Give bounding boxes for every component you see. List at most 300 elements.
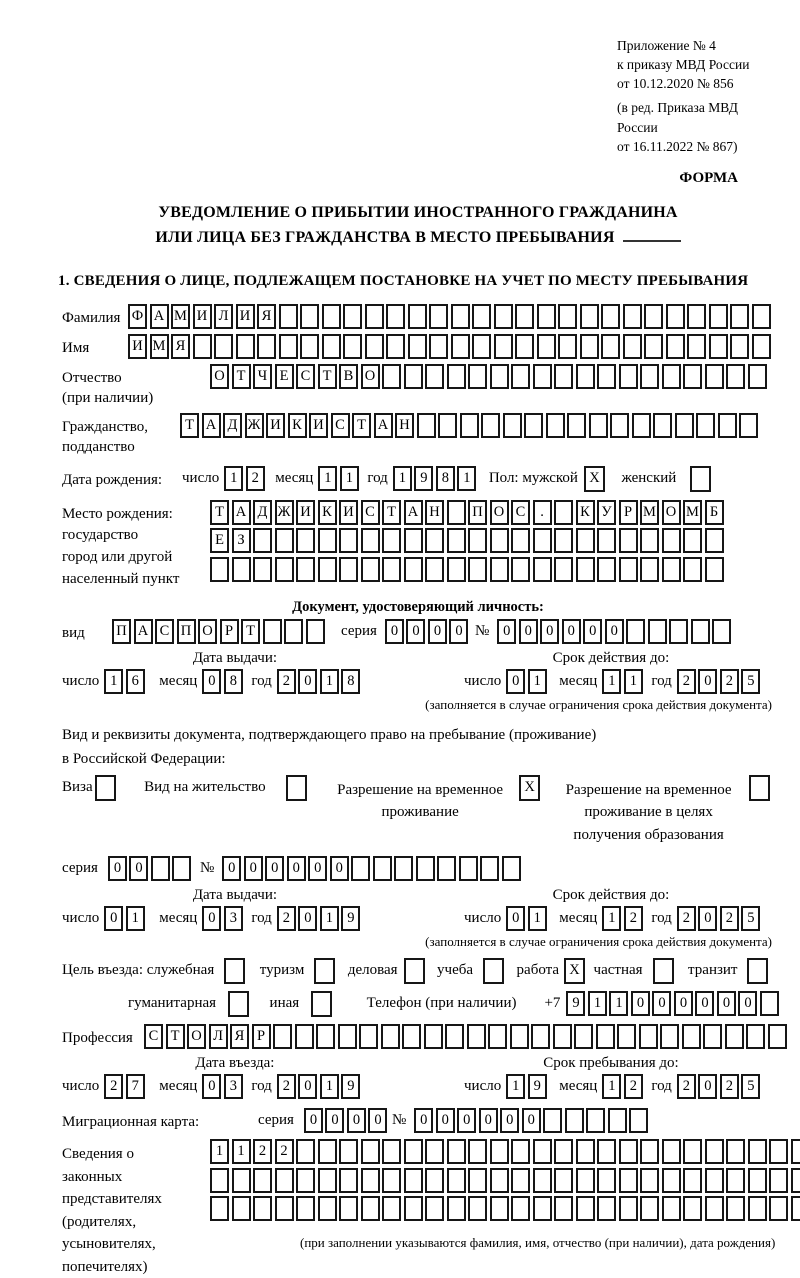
char-cell[interactable] — [295, 1024, 314, 1049]
char-cell[interactable] — [490, 528, 509, 553]
purpose-humanitarian-checkbox[interactable] — [228, 991, 252, 1017]
char-cell[interactable] — [709, 304, 728, 329]
char-cell[interactable]: 0 — [347, 1108, 366, 1133]
char-cell[interactable] — [705, 528, 724, 553]
char-cell[interactable] — [669, 619, 688, 644]
char-cell[interactable] — [576, 364, 595, 389]
char-cell[interactable] — [275, 528, 294, 553]
char-cell[interactable]: 0 — [698, 669, 717, 694]
char-cell[interactable]: 0 — [519, 619, 538, 644]
char-cell[interactable] — [193, 334, 212, 359]
char-cell[interactable]: 2 — [253, 1139, 272, 1164]
char-cell[interactable]: А — [404, 500, 423, 525]
char-cell[interactable] — [425, 1139, 444, 1164]
char-cell[interactable]: Т — [210, 500, 229, 525]
char-cell[interactable]: 1 — [210, 1139, 229, 1164]
char-cell[interactable]: Ж — [245, 413, 264, 438]
char-cell[interactable] — [382, 364, 401, 389]
char-cell[interactable] — [382, 1168, 401, 1193]
stay-month-cells[interactable] — [602, 1074, 645, 1099]
char-cell[interactable] — [623, 304, 642, 329]
char-cell[interactable] — [626, 619, 645, 644]
purpose-tourism-checkbox[interactable] — [314, 958, 338, 984]
char-cell[interactable] — [481, 413, 500, 438]
issue-month-cells[interactable] — [202, 669, 245, 694]
char-cell[interactable] — [576, 557, 595, 582]
char-cell[interactable] — [490, 1139, 509, 1164]
permit-valid-day-cells[interactable] — [506, 906, 549, 931]
char-cell[interactable] — [351, 856, 370, 881]
char-cell[interactable] — [705, 1168, 724, 1193]
char-cell[interactable] — [451, 334, 470, 359]
char-cell[interactable] — [257, 334, 276, 359]
char-cell[interactable]: 0 — [674, 991, 693, 1016]
char-cell[interactable] — [730, 334, 749, 359]
char-cell[interactable] — [253, 528, 272, 553]
char-cell[interactable] — [95, 775, 116, 801]
char-cell[interactable] — [322, 304, 341, 329]
char-cell[interactable]: 1 — [224, 466, 243, 491]
residence-permit-checkbox[interactable] — [286, 775, 310, 801]
char-cell[interactable]: 1 — [528, 906, 547, 931]
char-cell[interactable] — [576, 1139, 595, 1164]
char-cell[interactable] — [543, 1108, 562, 1133]
char-cell[interactable] — [502, 856, 521, 881]
char-cell[interactable] — [468, 1168, 487, 1193]
char-cell[interactable]: 1 — [602, 669, 621, 694]
char-cell[interactable] — [760, 991, 779, 1016]
char-cell[interactable]: Н — [425, 500, 444, 525]
char-cell[interactable] — [279, 304, 298, 329]
char-cell[interactable]: 2 — [277, 906, 296, 931]
char-cell[interactable]: А — [232, 500, 251, 525]
char-cell[interactable] — [447, 528, 466, 553]
char-cell[interactable] — [640, 1196, 659, 1221]
char-cell[interactable] — [619, 1168, 638, 1193]
char-cell[interactable] — [408, 334, 427, 359]
char-cell[interactable]: Т — [352, 413, 371, 438]
char-cell[interactable]: 1 — [588, 991, 607, 1016]
doc-kind-cells[interactable] — [112, 619, 327, 644]
char-cell[interactable] — [683, 528, 702, 553]
char-cell[interactable] — [210, 1168, 229, 1193]
char-cell[interactable]: 7 — [126, 1074, 145, 1099]
char-cell[interactable] — [494, 334, 513, 359]
char-cell[interactable]: 0 — [304, 1108, 323, 1133]
char-cell[interactable] — [296, 1139, 315, 1164]
char-cell[interactable]: Ф — [128, 304, 147, 329]
char-cell[interactable] — [597, 528, 616, 553]
char-cell[interactable] — [339, 1139, 358, 1164]
name-cells[interactable] — [128, 334, 773, 359]
char-cell[interactable]: Т — [180, 413, 199, 438]
char-cell[interactable] — [662, 1168, 681, 1193]
char-cell[interactable] — [490, 364, 509, 389]
char-cell[interactable] — [472, 304, 491, 329]
char-cell[interactable]: О — [198, 619, 217, 644]
char-cell[interactable] — [683, 364, 702, 389]
char-cell[interactable] — [296, 528, 315, 553]
char-cell[interactable] — [408, 304, 427, 329]
char-cell[interactable] — [300, 304, 319, 329]
char-cell[interactable]: 1 — [506, 1074, 525, 1099]
char-cell[interactable] — [339, 1196, 358, 1221]
char-cell[interactable]: 2 — [104, 1074, 123, 1099]
char-cell[interactable]: М — [640, 500, 659, 525]
char-cell[interactable] — [565, 1108, 584, 1133]
char-cell[interactable]: X — [584, 466, 605, 492]
char-cell[interactable]: 0 — [308, 856, 327, 881]
char-cell[interactable]: Ж — [275, 500, 294, 525]
char-cell[interactable] — [253, 557, 272, 582]
char-cell[interactable] — [533, 1139, 552, 1164]
char-cell[interactable] — [515, 304, 534, 329]
char-cell[interactable]: 9 — [414, 466, 433, 491]
char-cell[interactable]: 9 — [341, 1074, 360, 1099]
char-cell[interactable]: . — [533, 500, 552, 525]
char-cell[interactable] — [318, 1139, 337, 1164]
char-cell[interactable] — [404, 528, 423, 553]
char-cell[interactable] — [316, 1024, 335, 1049]
char-cell[interactable]: А — [374, 413, 393, 438]
char-cell[interactable] — [554, 364, 573, 389]
char-cell[interactable] — [416, 856, 435, 881]
char-cell[interactable] — [644, 304, 663, 329]
char-cell[interactable] — [381, 1024, 400, 1049]
char-cell[interactable]: 0 — [414, 1108, 433, 1133]
char-cell[interactable]: 1 — [602, 906, 621, 931]
char-cell[interactable]: 2 — [720, 1074, 739, 1099]
char-cell[interactable]: П — [112, 619, 131, 644]
char-cell[interactable] — [306, 619, 325, 644]
char-cell[interactable] — [361, 1168, 380, 1193]
surname-cells[interactable] — [128, 304, 773, 329]
char-cell[interactable] — [451, 304, 470, 329]
phone-cells[interactable] — [566, 991, 781, 1016]
representatives-row1-cells[interactable] — [210, 1139, 800, 1164]
char-cell[interactable] — [232, 557, 251, 582]
char-cell[interactable] — [445, 1024, 464, 1049]
char-cell[interactable]: 1 — [104, 669, 123, 694]
char-cell[interactable]: С — [511, 500, 530, 525]
char-cell[interactable] — [365, 304, 384, 329]
char-cell[interactable]: О — [187, 1024, 206, 1049]
char-cell[interactable]: 2 — [275, 1139, 294, 1164]
char-cell[interactable] — [425, 528, 444, 553]
char-cell[interactable]: 0 — [583, 619, 602, 644]
char-cell[interactable]: С — [144, 1024, 163, 1049]
char-cell[interactable]: 2 — [277, 1074, 296, 1099]
char-cell[interactable]: 0 — [202, 906, 221, 931]
char-cell[interactable] — [683, 1139, 702, 1164]
char-cell[interactable] — [619, 364, 638, 389]
char-cell[interactable]: И — [339, 500, 358, 525]
char-cell[interactable] — [619, 1196, 638, 1221]
char-cell[interactable] — [425, 1196, 444, 1221]
permit-issue-day-cells[interactable] — [104, 906, 147, 931]
entry-day-cells[interactable] — [104, 1074, 147, 1099]
char-cell[interactable]: 9 — [341, 906, 360, 931]
char-cell[interactable] — [608, 1108, 627, 1133]
char-cell[interactable] — [533, 364, 552, 389]
char-cell[interactable] — [515, 334, 534, 359]
stay-year-cells[interactable] — [677, 1074, 763, 1099]
char-cell[interactable] — [662, 557, 681, 582]
char-cell[interactable] — [589, 413, 608, 438]
char-cell[interactable] — [586, 1108, 605, 1133]
char-cell[interactable]: П — [468, 500, 487, 525]
char-cell[interactable] — [791, 1196, 800, 1221]
char-cell[interactable]: В — [339, 364, 358, 389]
char-cell[interactable] — [653, 413, 672, 438]
char-cell[interactable] — [726, 364, 745, 389]
char-cell[interactable] — [511, 1168, 530, 1193]
char-cell[interactable] — [725, 1024, 744, 1049]
char-cell[interactable] — [404, 1168, 423, 1193]
char-cell[interactable]: 0 — [738, 991, 757, 1016]
doc-number-cells[interactable] — [497, 619, 734, 644]
char-cell[interactable] — [653, 958, 674, 984]
valid-year-cells[interactable] — [677, 669, 763, 694]
issue-day-cells[interactable] — [104, 669, 147, 694]
birthplace-row2-cells[interactable] — [210, 528, 726, 553]
char-cell[interactable] — [619, 1139, 638, 1164]
char-cell[interactable] — [576, 1168, 595, 1193]
char-cell[interactable]: М — [150, 334, 169, 359]
char-cell[interactable] — [546, 413, 565, 438]
char-cell[interactable]: 0 — [265, 856, 284, 881]
char-cell[interactable]: 8 — [341, 669, 360, 694]
char-cell[interactable] — [752, 334, 771, 359]
char-cell[interactable]: 0 — [479, 1108, 498, 1133]
char-cell[interactable]: 8 — [436, 466, 455, 491]
char-cell[interactable] — [660, 1024, 679, 1049]
char-cell[interactable]: 0 — [698, 906, 717, 931]
char-cell[interactable] — [511, 557, 530, 582]
char-cell[interactable] — [640, 364, 659, 389]
temp-permit-checkbox[interactable] — [519, 775, 543, 801]
entry-year-cells[interactable] — [277, 1074, 363, 1099]
char-cell[interactable] — [228, 991, 249, 1017]
char-cell[interactable]: 0 — [497, 619, 516, 644]
char-cell[interactable] — [554, 1139, 573, 1164]
char-cell[interactable] — [726, 1196, 745, 1221]
char-cell[interactable]: 0 — [449, 619, 468, 644]
char-cell[interactable]: 0 — [605, 619, 624, 644]
char-cell[interactable] — [746, 1024, 765, 1049]
char-cell[interactable] — [705, 1196, 724, 1221]
char-cell[interactable] — [662, 528, 681, 553]
char-cell[interactable]: И — [296, 500, 315, 525]
char-cell[interactable] — [644, 334, 663, 359]
char-cell[interactable]: 1 — [126, 906, 145, 931]
char-cell[interactable] — [533, 1196, 552, 1221]
char-cell[interactable] — [447, 557, 466, 582]
char-cell[interactable] — [503, 413, 522, 438]
char-cell[interactable] — [640, 1139, 659, 1164]
permit-number-cells[interactable] — [222, 856, 523, 881]
char-cell[interactable] — [386, 304, 405, 329]
char-cell[interactable] — [662, 1196, 681, 1221]
char-cell[interactable] — [675, 413, 694, 438]
char-cell[interactable]: 0 — [698, 1074, 717, 1099]
char-cell[interactable]: 2 — [624, 906, 643, 931]
char-cell[interactable] — [339, 1168, 358, 1193]
char-cell[interactable] — [343, 334, 362, 359]
char-cell[interactable] — [629, 1108, 648, 1133]
char-cell[interactable]: 0 — [717, 991, 736, 1016]
char-cell[interactable] — [386, 334, 405, 359]
char-cell[interactable] — [232, 1196, 251, 1221]
char-cell[interactable] — [619, 528, 638, 553]
char-cell[interactable] — [361, 528, 380, 553]
char-cell[interactable] — [554, 1168, 573, 1193]
char-cell[interactable]: Я — [230, 1024, 249, 1049]
char-cell[interactable] — [691, 619, 710, 644]
char-cell[interactable] — [574, 1024, 593, 1049]
char-cell[interactable]: Т — [382, 500, 401, 525]
char-cell[interactable]: 2 — [677, 669, 696, 694]
sex-male-checkbox[interactable] — [584, 466, 608, 492]
char-cell[interactable]: 1 — [232, 1139, 251, 1164]
purpose-other-checkbox[interactable] — [311, 991, 335, 1017]
entry-month-cells[interactable] — [202, 1074, 245, 1099]
valid-month-cells[interactable] — [602, 669, 645, 694]
char-cell[interactable] — [791, 1139, 800, 1164]
char-cell[interactable] — [524, 413, 543, 438]
char-cell[interactable] — [361, 557, 380, 582]
purpose-official-checkbox[interactable] — [224, 958, 248, 984]
char-cell[interactable]: 5 — [741, 906, 760, 931]
patronymic-cells[interactable] — [210, 364, 769, 389]
char-cell[interactable]: 3 — [224, 1074, 243, 1099]
char-cell[interactable]: О — [490, 500, 509, 525]
char-cell[interactable] — [537, 334, 556, 359]
char-cell[interactable] — [437, 856, 456, 881]
char-cell[interactable] — [394, 856, 413, 881]
char-cell[interactable] — [490, 557, 509, 582]
char-cell[interactable]: И — [236, 304, 255, 329]
char-cell[interactable]: Д — [223, 413, 242, 438]
char-cell[interactable] — [596, 1024, 615, 1049]
char-cell[interactable]: 0 — [385, 619, 404, 644]
char-cell[interactable] — [275, 1168, 294, 1193]
char-cell[interactable]: 2 — [277, 669, 296, 694]
char-cell[interactable] — [284, 619, 303, 644]
birth-day-cells[interactable] — [224, 466, 267, 491]
char-cell[interactable] — [253, 1168, 272, 1193]
char-cell[interactable] — [468, 1196, 487, 1221]
char-cell[interactable]: Р — [252, 1024, 271, 1049]
char-cell[interactable] — [460, 413, 479, 438]
char-cell[interactable]: 0 — [540, 619, 559, 644]
char-cell[interactable] — [511, 1139, 530, 1164]
char-cell[interactable] — [488, 1024, 507, 1049]
char-cell[interactable] — [300, 334, 319, 359]
char-cell[interactable] — [580, 334, 599, 359]
char-cell[interactable]: У — [597, 500, 616, 525]
char-cell[interactable]: 1 — [624, 669, 643, 694]
char-cell[interactable]: 2 — [677, 906, 696, 931]
char-cell[interactable] — [690, 466, 711, 492]
char-cell[interactable] — [318, 1168, 337, 1193]
char-cell[interactable] — [749, 775, 770, 801]
char-cell[interactable] — [554, 557, 573, 582]
char-cell[interactable] — [769, 1139, 788, 1164]
char-cell[interactable]: 1 — [393, 466, 412, 491]
char-cell[interactable] — [748, 1139, 767, 1164]
char-cell[interactable] — [531, 1024, 550, 1049]
char-cell[interactable]: К — [318, 500, 337, 525]
char-cell[interactable] — [687, 334, 706, 359]
char-cell[interactable] — [373, 856, 392, 881]
char-cell[interactable]: О — [662, 500, 681, 525]
edu-permit-checkbox[interactable] — [749, 775, 773, 801]
char-cell[interactable]: Р — [220, 619, 239, 644]
char-cell[interactable] — [601, 334, 620, 359]
citizenship-cells[interactable] — [180, 413, 761, 438]
char-cell[interactable] — [510, 1024, 529, 1049]
char-cell[interactable] — [730, 304, 749, 329]
char-cell[interactable] — [769, 1196, 788, 1221]
char-cell[interactable] — [696, 413, 715, 438]
char-cell[interactable] — [214, 334, 233, 359]
char-cell[interactable]: 0 — [506, 669, 525, 694]
char-cell[interactable] — [447, 500, 466, 525]
char-cell[interactable]: X — [519, 775, 540, 801]
char-cell[interactable] — [318, 1196, 337, 1221]
char-cell[interactable]: 3 — [224, 906, 243, 931]
char-cell[interactable] — [752, 304, 771, 329]
permit-valid-year-cells[interactable] — [677, 906, 763, 931]
char-cell[interactable]: 2 — [246, 466, 265, 491]
char-cell[interactable]: Я — [257, 304, 276, 329]
char-cell[interactable] — [468, 557, 487, 582]
char-cell[interactable]: З — [232, 528, 251, 553]
doc-series-cells[interactable] — [385, 619, 471, 644]
char-cell[interactable]: С — [296, 364, 315, 389]
purpose-work-checkbox[interactable] — [564, 958, 588, 984]
char-cell[interactable]: 0 — [428, 619, 447, 644]
char-cell[interactable] — [447, 364, 466, 389]
char-cell[interactable] — [210, 557, 229, 582]
char-cell[interactable] — [705, 1139, 724, 1164]
char-cell[interactable] — [726, 1168, 745, 1193]
char-cell[interactable] — [275, 557, 294, 582]
char-cell[interactable]: 1 — [528, 669, 547, 694]
char-cell[interactable] — [404, 1196, 423, 1221]
birthplace-row3-cells[interactable] — [210, 557, 726, 582]
char-cell[interactable] — [172, 856, 191, 881]
char-cell[interactable]: К — [288, 413, 307, 438]
purpose-transit-checkbox[interactable] — [747, 958, 771, 984]
char-cell[interactable] — [339, 557, 358, 582]
char-cell[interactable] — [468, 1139, 487, 1164]
char-cell[interactable] — [447, 1139, 466, 1164]
char-cell[interactable] — [511, 1196, 530, 1221]
char-cell[interactable] — [404, 958, 425, 984]
char-cell[interactable] — [726, 1139, 745, 1164]
char-cell[interactable]: 0 — [222, 856, 241, 881]
char-cell[interactable] — [648, 619, 667, 644]
char-cell[interactable] — [382, 1139, 401, 1164]
char-cell[interactable]: Б — [705, 500, 724, 525]
char-cell[interactable]: 0 — [298, 1074, 317, 1099]
char-cell[interactable]: X — [564, 958, 585, 984]
char-cell[interactable]: 0 — [287, 856, 306, 881]
char-cell[interactable]: И — [309, 413, 328, 438]
char-cell[interactable]: И — [266, 413, 285, 438]
